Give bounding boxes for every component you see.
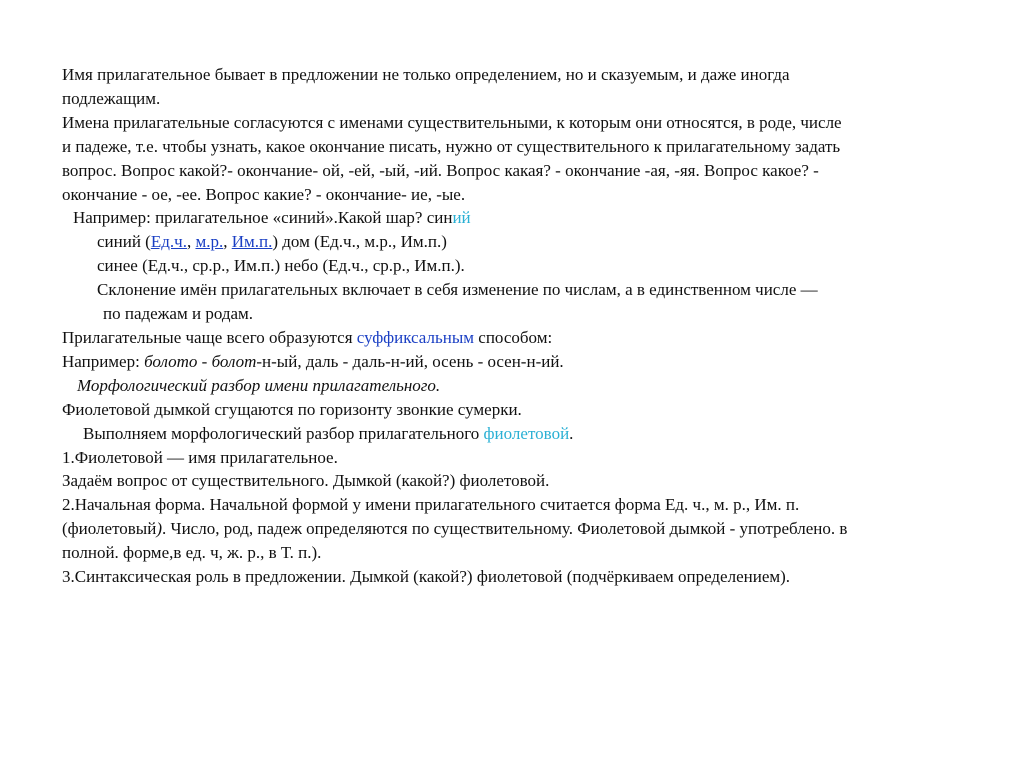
separator: , [223,232,232,252]
example-sentence: Фиолетовой дымкой сгущаются по горизонту звонкие сумерки. [62,399,522,419]
step-text: (фиолетовый [62,519,157,539]
task-suffix: . [569,423,574,443]
paragraph-line: подлежащим. [62,88,161,108]
formation-prefix: Прилагательные чаще всего образуются [62,327,357,347]
separator: - [197,351,212,371]
document-body [62,63,992,589]
paragraph-line: вопрос. Вопрос какой?- окончание- ой, -ей, -ый, -ий. Вопрос какая? - окончание -ая, -яя. Вопрос какое? - [62,160,819,180]
step-line: 3.Синтаксическая роль в предложении. Дымкой (какой?) фиолетовой (подчёркиваем определением). [62,567,791,587]
link-m-r[interactable]: м.р. [195,232,224,252]
step-line [62,517,992,541]
example-stem: болот [211,351,257,371]
step-text: . Число, род, падеж определяются по существительному. Фиолетовой дымкой - употреблено. в [162,519,848,539]
step-text: ) [156,519,163,539]
form-word: синий ( [97,232,151,252]
paragraph-line: Имя прилагательное бывает в предложении не только определением, но и сказуемым, и даже иногда [62,65,790,84]
link-ed-ch[interactable]: Ед.ч. [150,232,187,252]
example-prefix: Например: прилагательное «синий».Какой шар? син [73,208,453,228]
example-word: болото [144,351,198,371]
morph-heading: Морфологический разбор имени прилагательного. [77,375,441,395]
morph-task-line [62,422,992,446]
link-im-p[interactable]: Им.п. [231,232,273,252]
declension-line: по падежам и родам. [103,304,254,324]
step-line: Задаём вопрос от существительного. Дымкой (какой?) фиолетовой. [62,471,550,491]
paragraph-line: окончание - ое, -ее. Вопрос какие? - окончание- ие, -ые. [62,184,466,204]
step-line: полной. форме,в ед. ч, ж. р., в Т. п.). [62,543,322,563]
step-line: 1.Фиолетовой — имя прилагательное. [62,447,338,467]
example-suffix-line [62,350,992,374]
example-sinij-line [62,206,992,230]
formation-suffix: способом: [474,327,553,347]
paragraph-line: Имена прилагательные согласуются с именами существительными, к которым они относятся, в роде, числе [62,112,842,132]
formation-line [62,326,992,350]
paragraph-line: и падеже, т.е. чтобы узнать, какое окончание писать, нужно от существительного к прилагательному задать [62,136,841,156]
example-ending: ий [452,208,471,228]
form-sinij-line [62,230,992,254]
form-sinee-line: синее (Ед.ч., ср.р., Им.п.) небо (Ед.ч., ср.р., Им.п.). [97,256,465,276]
declension-line: Склонение имён прилагательных включает в себя изменение по числам, а в единственном числе — [97,280,818,300]
separator: , [186,232,196,252]
form-rest: ) дом (Ед.ч., м.р., Им.п.) [272,232,447,252]
task-prefix: Выполняем морфологический разбор прилагательного [83,423,484,443]
example-lead: Например: [62,351,145,371]
task-word: фиолетовой [483,423,570,443]
link-suffixal[interactable]: суффиксальным [356,327,475,347]
example-rest: -н-ый, даль - даль-н-ий, осень - осен-н-ий. [256,351,564,371]
step-line: 2.Начальная форма. Начальной формой у имени прилагательного считается форма Ед. ч., м. р., Им. п. [62,495,800,515]
